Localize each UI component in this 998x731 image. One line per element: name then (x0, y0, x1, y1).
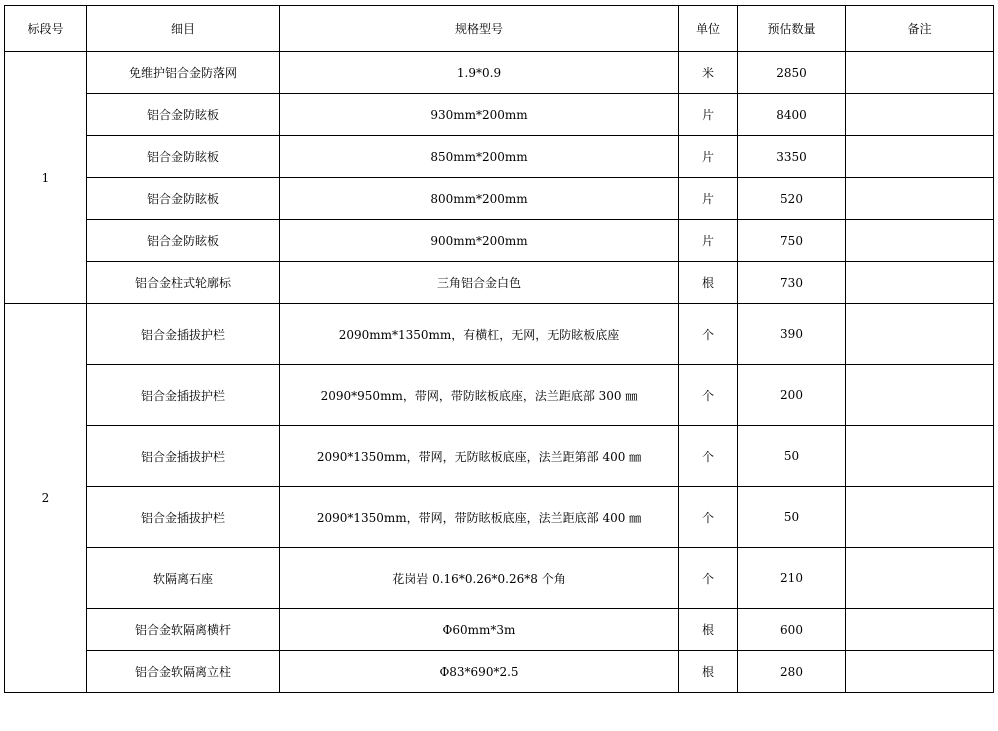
item-cell: 软隔离石座 (87, 548, 280, 609)
unit-cell: 个 (679, 487, 738, 548)
table-row (5, 548, 994, 609)
remark-cell (846, 220, 994, 262)
unit-cell: 片 (679, 94, 738, 136)
item-cell: 铝合金防眩板 (87, 220, 280, 262)
table-row (5, 52, 994, 94)
unit-cell: 片 (679, 178, 738, 220)
header-unit: 单位 (679, 6, 738, 52)
quantity-cell: 600 (738, 609, 846, 651)
quantity-cell: 280 (738, 651, 846, 693)
unit-cell: 个 (679, 548, 738, 609)
table-row (5, 136, 994, 178)
remark-cell (846, 94, 994, 136)
spec-cell: 930mm*200mm (280, 94, 679, 136)
table-row (5, 94, 994, 136)
unit-cell: 个 (679, 426, 738, 487)
unit-cell: 片 (679, 220, 738, 262)
unit-cell: 米 (679, 52, 738, 94)
table-row (5, 304, 994, 365)
table-row (5, 262, 994, 304)
header-quantity: 预估数量 (738, 6, 846, 52)
header-remark: 备注 (846, 6, 994, 52)
table-row (5, 487, 994, 548)
table-row (5, 220, 994, 262)
quantity-cell: 200 (738, 365, 846, 426)
remark-cell (846, 548, 994, 609)
header-spec: 规格型号 (280, 6, 679, 52)
spec-cell: 800mm*200mm (280, 178, 679, 220)
spec-cell: 三角铝合金白色 (280, 262, 679, 304)
unit-cell: 片 (679, 136, 738, 178)
quantity-cell: 210 (738, 548, 846, 609)
item-cell: 铝合金插拔护栏 (87, 426, 280, 487)
spec-cell: 1.9*0.9 (280, 52, 679, 94)
remark-cell (846, 426, 994, 487)
item-cell: 铝合金防眩板 (87, 136, 280, 178)
header-section: 标段号 (5, 6, 87, 52)
item-cell: 铝合金防眩板 (87, 178, 280, 220)
quantity-cell: 50 (738, 487, 846, 548)
quantity-cell: 730 (738, 262, 846, 304)
unit-cell: 根 (679, 262, 738, 304)
remark-cell (846, 609, 994, 651)
section-number-cell: 1 (5, 52, 87, 304)
unit-cell: 个 (679, 304, 738, 365)
procurement-table (4, 5, 994, 693)
spec-cell: 花岗岩 0.16*0.26*0.26*8 个角 (280, 548, 679, 609)
remark-cell (846, 136, 994, 178)
remark-cell (846, 304, 994, 365)
section-number-cell: 2 (5, 304, 87, 693)
spec-cell: 2090*1350mm，带网，无防眩板底座，法兰距第部 400 ㎜ (280, 426, 679, 487)
spec-cell: 2090*1350mm，带网，带防眩板底座，法兰距底部 400 ㎜ (280, 487, 679, 548)
header-item: 细目 (87, 6, 280, 52)
remark-cell (846, 52, 994, 94)
item-cell: 免维护铝合金防落网 (87, 52, 280, 94)
table-row (5, 365, 994, 426)
spec-cell: 900mm*200mm (280, 220, 679, 262)
item-cell: 铝合金插拔护栏 (87, 304, 280, 365)
table-row (5, 426, 994, 487)
item-cell: 铝合金柱式轮廓标 (87, 262, 280, 304)
item-cell: 铝合金插拔护栏 (87, 365, 280, 426)
item-cell: 铝合金软隔离立柱 (87, 651, 280, 693)
table-row (5, 178, 994, 220)
item-cell: 铝合金插拔护栏 (87, 487, 280, 548)
quantity-cell: 50 (738, 426, 846, 487)
quantity-cell: 390 (738, 304, 846, 365)
quantity-cell: 2850 (738, 52, 846, 94)
table-row (5, 651, 994, 693)
table-row (5, 609, 994, 651)
item-cell: 铝合金软隔离横杆 (87, 609, 280, 651)
item-cell: 铝合金防眩板 (87, 94, 280, 136)
remark-cell (846, 365, 994, 426)
remark-cell (846, 487, 994, 548)
quantity-cell: 8400 (738, 94, 846, 136)
spec-cell: 850mm*200mm (280, 136, 679, 178)
quantity-cell: 750 (738, 220, 846, 262)
quantity-cell: 520 (738, 178, 846, 220)
remark-cell (846, 262, 994, 304)
quantity-cell: 3350 (738, 136, 846, 178)
header-row (5, 6, 994, 52)
remark-cell (846, 178, 994, 220)
unit-cell: 个 (679, 365, 738, 426)
remark-cell (846, 651, 994, 693)
spec-cell: 2090mm*1350mm，有横杠，无网，无防眩板底座 (280, 304, 679, 365)
unit-cell: 根 (679, 609, 738, 651)
unit-cell: 根 (679, 651, 738, 693)
spec-cell: Φ60mm*3m (280, 609, 679, 651)
spec-cell: Φ83*690*2.5 (280, 651, 679, 693)
spec-cell: 2090*950mm，带网，带防眩板底座，法兰距底部 300 ㎜ (280, 365, 679, 426)
